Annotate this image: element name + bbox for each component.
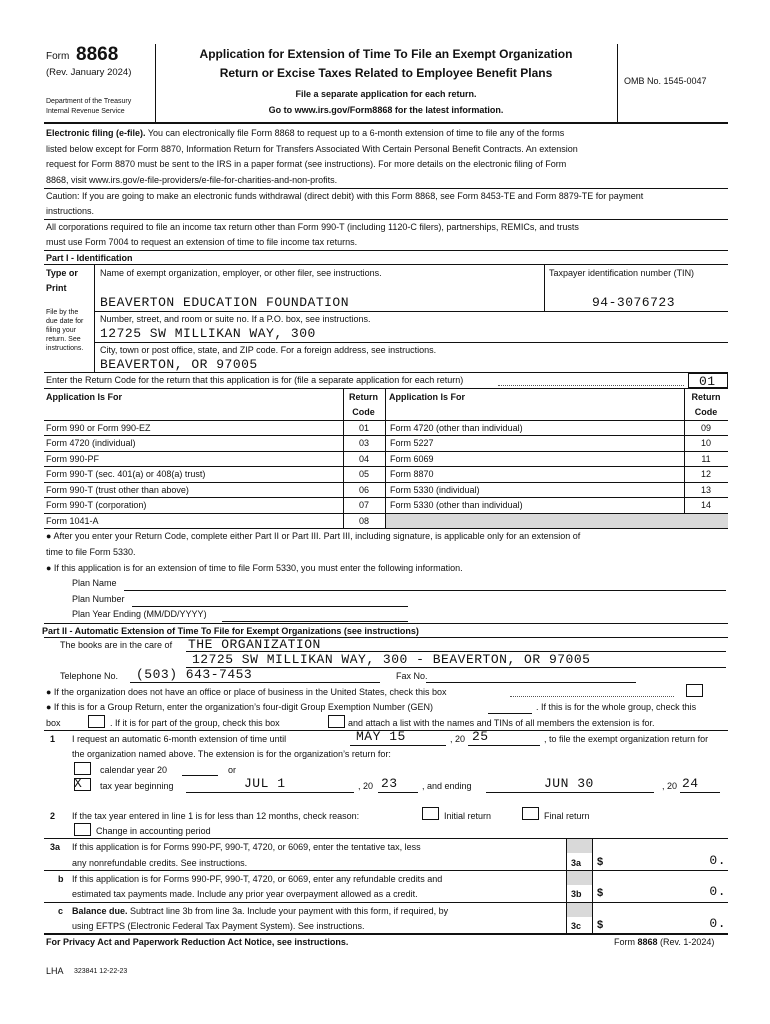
- whole-group-text: . If this is for the whole group, check this: [536, 702, 697, 712]
- final-return-checkbox[interactable]: [522, 807, 539, 820]
- table-header-app: Application Is For: [46, 392, 123, 402]
- privacy-notice: For Privacy Act and Paperwork Reduction Act Notice, see instructions.: [46, 937, 349, 947]
- bullet-form5330: ● If this application is for an extension of time to file Form 5330, you must enter the following information.: [46, 563, 463, 573]
- org-name-label: Name of exempt organization, employer, or other filer, see instructions.: [100, 268, 382, 278]
- table-header-app-right: Application Is For: [389, 392, 466, 402]
- side-note-3: filing your: [46, 327, 76, 334]
- tin-field[interactable]: 94-3076723: [592, 295, 676, 310]
- and-ending-label: , and ending: [422, 781, 472, 791]
- final-return-label: Final return: [544, 811, 590, 821]
- tax-begin-year-field[interactable]: 23: [381, 776, 398, 791]
- line3a-text1: If this application is for Forms 990-PF, 990-T, 4720, or 6069, enter the tentative tax, less: [72, 842, 421, 852]
- street-label: Number, street, and room or suite no. If a P.O. box, see instructions.: [100, 314, 371, 324]
- telephone-field[interactable]: (503) 643-7453: [136, 667, 253, 682]
- form-subtitle-line2: Go to www.irs.gov/Form8868 for the latest information.: [268, 105, 504, 115]
- efile-line2: listed below except for Form 8870, Information Return for Transfers Associated With Certain Personal Benefit Contracts. An extension: [46, 144, 578, 154]
- tax-year-label: tax year beginning: [100, 781, 174, 791]
- tin-label: Taxpayer identification number (TIN): [549, 268, 695, 278]
- tax-begin-field[interactable]: JUL 1: [244, 776, 286, 791]
- caution-line1: Caution: If you are going to make an electronic funds withdrawal (direct debit) with this Form 8868, see Form 8453-TE and Form 8879-TE for payment: [46, 191, 644, 201]
- or-label: or: [228, 765, 237, 775]
- table-header-code-right: Code: [694, 407, 718, 417]
- part-group-text: . If it is for part of the group, check this box: [110, 718, 280, 728]
- line3c-text2: using EFTPS (Electronic Federal Tax Payment System). See instructions.: [72, 921, 365, 931]
- city-label: City, town or post office, state, and ZIP code. For a foreign address, see instructions.: [100, 345, 437, 355]
- bullet-after-code-1: ● After you enter your Return Code, complete either Part II or Part III. Part III, including signature, is applicable only for an extension of: [46, 531, 581, 541]
- line3b-amount-field[interactable]: 0.: [709, 884, 726, 899]
- line3a-amount-field[interactable]: 0.: [709, 853, 726, 868]
- line2-number: 2: [50, 811, 56, 821]
- line3b-code: 3b: [571, 889, 582, 899]
- form-title-line2: Return or Excise Taxes Related to Employee Benefit Plans: [219, 66, 553, 80]
- line1-rest: , to file the exempt organization return for: [544, 734, 709, 744]
- no-office-text: ● If the organization does not have an office or place of business in the United States, check this box: [46, 687, 447, 697]
- fax-field[interactable]: [426, 682, 636, 683]
- group-return-text: ● If this is for a Group Return, enter the organization’s four-digit Group Exemption Number (GEN): [46, 702, 433, 712]
- form-title-line1: Application for Extension of Time To File an Exempt Organization: [199, 47, 573, 61]
- return-code-field[interactable]: 01: [688, 373, 728, 388]
- corporations-line1: All corporations required to file an income tax return other than Form 990-T (including 1120-C filers), partnerships, REMICs, and trusts: [46, 222, 579, 232]
- form-word: Form: [46, 51, 70, 62]
- form-reference: Form 8868 (Rev. 1-2024): [614, 937, 715, 947]
- line1-text2: the organization named above. The extension is for the organization’s return for:: [72, 749, 391, 759]
- extension-month-field[interactable]: MAY 15: [356, 729, 406, 744]
- initial-return-label: Initial return: [444, 811, 492, 821]
- department-name: Department of the Treasury: [46, 98, 132, 105]
- tax-end-twenty: , 20: [662, 781, 678, 791]
- line3c-number: c: [58, 906, 64, 916]
- efile-line1: Electronic filing (e-file). You can electronically file Form 8868 to request up to a 6-month extension of time to file any of the forms: [46, 128, 565, 138]
- line3c-code: 3c: [571, 921, 582, 931]
- plan-year-label: Plan Year Ending (MM/DD/YYYY): [72, 609, 207, 619]
- calendar-year-label: calendar year 20: [100, 765, 168, 775]
- extension-year-field[interactable]: 25: [472, 729, 489, 744]
- table-header-return: Return: [349, 392, 378, 402]
- plan-number-label: Plan Number: [72, 594, 125, 604]
- line3c-amount-field[interactable]: 0.: [709, 916, 726, 931]
- caution-line2: instructions.: [46, 206, 95, 216]
- line1-text: I request an automatic 6-month extension of time until: [72, 734, 287, 744]
- tax-end-year-field[interactable]: 24: [682, 776, 699, 791]
- plan-year-field[interactable]: [222, 621, 408, 622]
- line3b-text2: estimated tax payments made. Include any prior year overpayment allowed as a credit.: [72, 889, 418, 899]
- line3b-text1: If this application is for Forms 990-PF, 990-T, 4720, or 6069, enter any refundable credits and: [72, 874, 443, 884]
- street-field[interactable]: 12725 SW MILLIKAN WAY, 300: [100, 326, 316, 341]
- line3b-dollar: $: [597, 887, 604, 899]
- form-subtitle-line1: File a separate application for each return.: [295, 89, 477, 99]
- calendar-year-checkbox[interactable]: [74, 762, 91, 775]
- efile-line4: 8868, visit www.irs.gov/e-file-providers/e-file-for-charities-and-non-profits.: [46, 175, 338, 185]
- whole-group-checkbox[interactable]: [88, 715, 105, 728]
- line3a-number: 3a: [50, 842, 61, 852]
- line3c-shaded: [567, 903, 592, 917]
- table-header-return-right: Return: [691, 392, 721, 402]
- line3a-shaded: [567, 839, 592, 853]
- tax-year-checkbox[interactable]: X: [74, 778, 91, 791]
- fax-label: Fax No.: [396, 671, 428, 681]
- form-code: 323841 12-22-23: [74, 968, 128, 975]
- tax-end-field[interactable]: JUN 30: [544, 776, 594, 791]
- line1-twenty: , 20: [450, 734, 466, 744]
- part2-title: Part II - Automatic Extension of Time To File for Exempt Organizations (see instructions): [42, 626, 419, 636]
- type-or-label: Type or: [46, 268, 78, 278]
- initial-return-checkbox[interactable]: [422, 807, 439, 820]
- agency-name: Internal Revenue Service: [46, 108, 125, 115]
- line3b-shaded: [567, 871, 592, 885]
- lha-label: LHA: [46, 966, 64, 976]
- plan-name-field[interactable]: [124, 590, 726, 591]
- side-note-2: due date for: [46, 318, 84, 325]
- tax-begin-twenty: , 20: [358, 781, 374, 791]
- line2-text: If the tax year entered in line 1 is for less than 12 months, check reason:: [72, 811, 360, 821]
- accounting-change-checkbox[interactable]: [74, 823, 91, 836]
- form-revision: (Rev. January 2024): [46, 67, 132, 78]
- plan-number-field[interactable]: [132, 606, 408, 607]
- plan-name-label: Plan Name: [72, 578, 117, 588]
- books-care-label: The books are in the care of: [60, 640, 173, 650]
- bullet-after-code-2: time to file Form 5330.: [46, 547, 136, 557]
- side-note-1: File by the: [46, 309, 79, 316]
- no-office-checkbox[interactable]: [686, 684, 703, 697]
- accounting-change-label: Change in accounting period: [96, 826, 211, 836]
- omb-number: OMB No. 1545-0047: [624, 76, 707, 86]
- line1-number: 1: [50, 734, 56, 744]
- part1-title: Part I - Identification: [46, 253, 133, 263]
- line3b-number: b: [58, 874, 64, 884]
- gen-field[interactable]: [488, 713, 532, 714]
- city-field[interactable]: BEAVERTON, OR 97005: [100, 357, 258, 372]
- form-number: 8868: [76, 44, 119, 65]
- telephone-label: Telephone No.: [60, 671, 119, 681]
- calendar-year-field[interactable]: [182, 775, 218, 776]
- books-care-name[interactable]: THE ORGANIZATION: [188, 637, 321, 652]
- efile-line3: request for Form 8870 must be sent to the IRS in a paper format (see instructions). For more details on the electronic filing of Form: [46, 159, 567, 169]
- print-label: Print: [46, 283, 67, 293]
- side-note-4: return. See: [46, 336, 81, 343]
- line3c-text1: Balance due. Subtract line 3b from line 3a. Include your payment with this form, if required, by: [72, 906, 449, 916]
- return-code-label: Enter the Return Code for the return that this application is for (file a separate application for each return): [46, 375, 464, 385]
- line3a-dollar: $: [597, 856, 604, 868]
- line3a-text2: any nonrefundable credits. See instructions.: [72, 858, 248, 868]
- corporations-line2: must use Form 7004 to request an extension of time to file income tax returns.: [46, 237, 358, 247]
- box-word: box: [46, 718, 61, 728]
- books-care-address[interactable]: 12725 SW MILLIKAN WAY, 300 - BEAVERTON, OR 97005: [192, 652, 591, 667]
- part-group-checkbox[interactable]: [328, 715, 345, 728]
- attach-list-text: and attach a list with the names and TINs of all members the extension is for.: [348, 718, 655, 728]
- side-note-5: instructions.: [46, 345, 84, 352]
- line3c-dollar: $: [597, 919, 604, 931]
- org-name-field[interactable]: BEAVERTON EDUCATION FOUNDATION: [100, 295, 350, 310]
- table-header-code: Code: [352, 407, 375, 417]
- table-shaded-cell: [386, 514, 728, 528]
- line3a-code: 3a: [571, 858, 582, 868]
